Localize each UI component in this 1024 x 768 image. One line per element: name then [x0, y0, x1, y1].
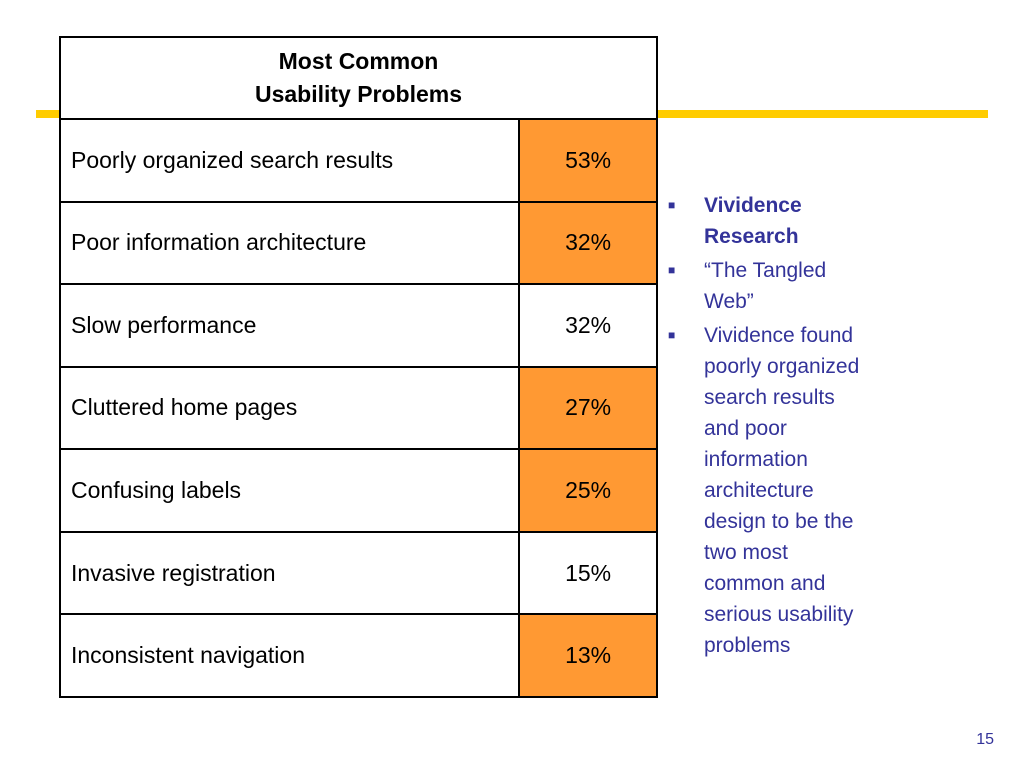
row-value: 32% — [519, 284, 657, 367]
note-line: poorly organized — [704, 355, 860, 378]
row-label: Slow performance — [60, 284, 519, 367]
note-item — [664, 255, 904, 317]
table-header-row — [60, 37, 657, 119]
row-value: 25% — [519, 449, 657, 532]
header-line-2: Usability Problems — [254, 81, 463, 107]
notes-list — [664, 190, 904, 664]
note-line: Vividence — [704, 194, 802, 217]
note-line: Research — [704, 225, 799, 248]
note-text — [704, 190, 904, 252]
row-label: Poor information architecture — [60, 202, 519, 285]
note-line: Vividence found — [704, 324, 854, 347]
note-line: problems — [704, 634, 791, 657]
row-value: 27% — [519, 367, 657, 450]
usability-problems-table — [59, 36, 658, 698]
note-item — [664, 320, 904, 661]
row-label: Inconsistent navigation — [60, 614, 519, 697]
note-line: architecture — [704, 479, 814, 502]
note-line: information — [704, 448, 808, 471]
note-line: common and — [704, 572, 826, 595]
note-line: “The Tangled — [704, 259, 827, 282]
table-row — [60, 532, 657, 615]
table-header — [60, 37, 657, 119]
row-label: Confusing labels — [60, 449, 519, 532]
note-item — [664, 190, 904, 252]
note-text — [704, 255, 904, 317]
row-value: 13% — [519, 614, 657, 697]
note-line: search results — [704, 386, 835, 409]
row-label: Poorly organized search results — [60, 119, 519, 202]
square-bullet-icon: ■ — [668, 328, 676, 342]
table-row — [60, 284, 657, 367]
row-value: 53% — [519, 119, 657, 202]
header-line-1: Most Common — [278, 48, 439, 74]
row-label: Cluttered home pages — [60, 367, 519, 450]
square-bullet-icon: ■ — [668, 263, 676, 277]
note-line: two most — [704, 541, 789, 564]
table-row — [60, 202, 657, 285]
table-row — [60, 614, 657, 697]
note-line: Web” — [704, 290, 754, 313]
note-line: serious usability — [704, 603, 854, 626]
square-bullet-icon: ■ — [668, 198, 676, 212]
table-row — [60, 449, 657, 532]
table-row — [60, 367, 657, 450]
row-value: 32% — [519, 202, 657, 285]
row-label: Invasive registration — [60, 532, 519, 615]
page-number: 15 — [976, 731, 994, 748]
note-line: design to be the — [704, 510, 854, 533]
table-row — [60, 119, 657, 202]
row-value: 15% — [519, 532, 657, 615]
note-line: and poor — [704, 417, 787, 440]
note-text — [704, 320, 904, 661]
